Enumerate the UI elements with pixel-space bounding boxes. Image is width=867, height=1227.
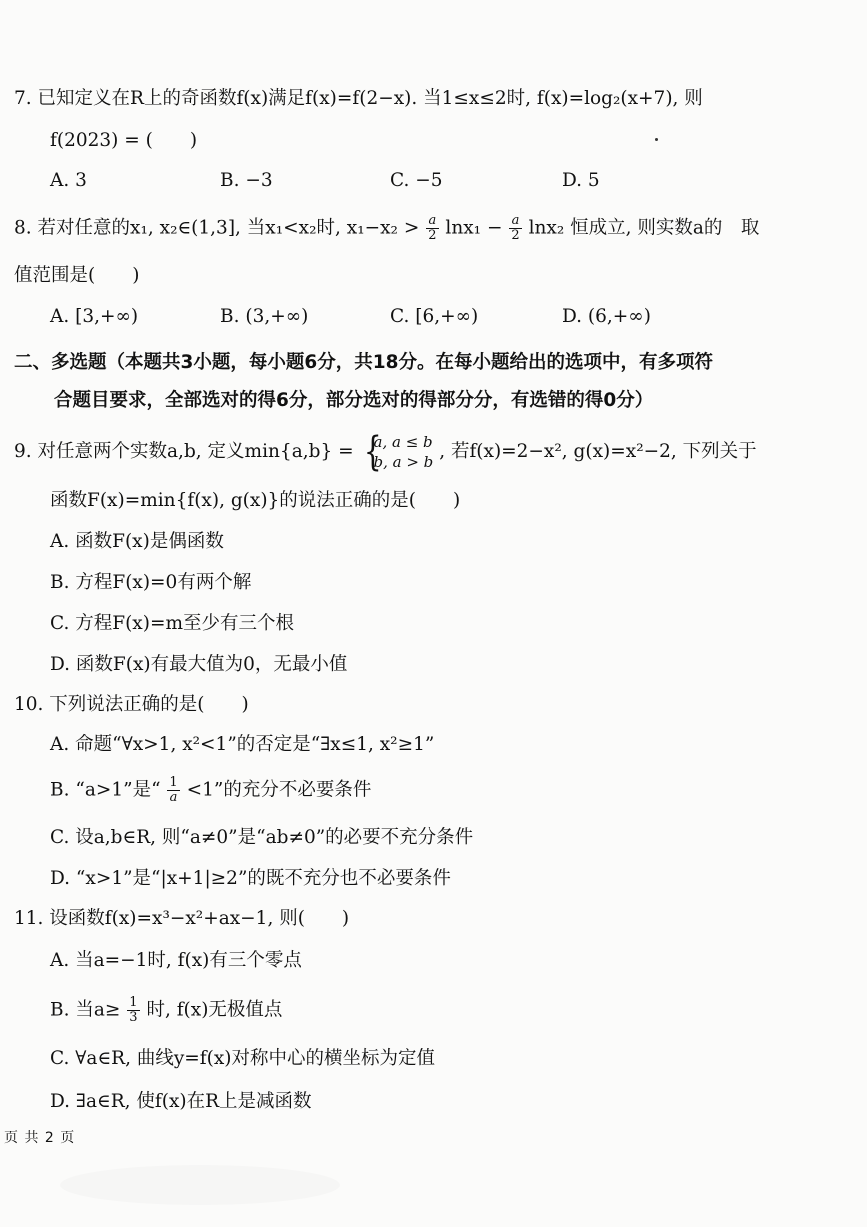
section2-heading-line1: 二、多选题（本题共3小题，每小题6分，共18分。在每小题给出的选项中，有多项符 <box>14 352 713 373</box>
q8-stem-line2: 值范围是( ) <box>14 265 140 286</box>
q10-option-b: B. “a>1”是“ $\frac{1}{a}$ <1”的充分不必要条件 <box>50 775 372 805</box>
q7-option-d: D. 5 <box>562 170 600 191</box>
scan-speck <box>655 138 658 141</box>
q9-piecewise-definition: { a, a ≤ b b, a > b <box>363 429 434 475</box>
q11-option-d: D. ∃a∈R, 使f(x)在R上是减函数 <box>50 1091 312 1112</box>
q9-stem-line2: 函数F(x)=min{f(x), g(x)}的说法正确的是( ) <box>50 490 461 511</box>
q11-option-b: B. 当a≥ $\frac{1}{3}$ 时, f(x)无极值点 <box>50 995 283 1025</box>
q7-option-b: B. −3 <box>220 170 273 191</box>
q8-option-a: A. [3,+∞) <box>50 306 139 327</box>
q10-option-a: A. 命题“∀x>1, x²<1”的否定是“∃x≤1, x²≥1” <box>50 734 435 755</box>
q7-stem-line1: 7. 已知定义在R上的奇函数f(x)满足f(x)=f(2−x). 当1≤x≤2时, f(x)=log₂(x+7), 则 <box>14 88 703 109</box>
q8-fraction-1: $\frac{a}{2}$ <box>428 213 437 243</box>
q11-stem: 11. 设函数f(x)=x³−x²+ax−1, 则( ) <box>14 908 350 929</box>
q8-option-b: B. (3,+∞) <box>220 306 309 327</box>
section2-heading-line2: 合题目要求，全部选对的得6分，部分选对的得部分分，有选错的得0分） <box>54 390 654 411</box>
q7-stem-line2: f(2023) = ( ) <box>50 130 198 151</box>
q8-stem-line1: 8. 若对任意的x₁, x₂∈(1,3], 当x₁<x₂时, x₁−x₂ > $\frac{a}{2}$ lnx₁ − $\frac{a}{2}$ lnx₂ 恒成立, 则实数a的 取 <box>14 213 760 243</box>
q9-option-a: A. 函数F(x)是偶函数 <box>50 531 224 552</box>
scan-smudge <box>60 1165 340 1205</box>
q9-option-d: D. 函数F(x)有最大值为0，无最小值 <box>50 654 348 675</box>
page-footer: 页 共 2 页 <box>4 1130 76 1146</box>
q9-option-c: C. 方程F(x)=m至少有三个根 <box>50 613 295 634</box>
q10-fraction: $\frac{1}{a}$ <box>169 775 178 805</box>
q7-option-a: A. 3 <box>50 170 87 191</box>
q11-option-a: A. 当a=−1时, f(x)有三个零点 <box>50 950 302 971</box>
q9-option-b: B. 方程F(x)=0有两个解 <box>50 572 252 593</box>
q8-option-c: C. [6,+∞) <box>390 306 479 327</box>
q7-option-c: C. −5 <box>390 170 443 191</box>
q9-stem-line1: 9. 对任意两个实数a,b, 定义min{a,b} = { a, a ≤ b b, a > b , 若f(x)=2−x², g(x)=x²−2, 下列关于 <box>14 429 757 475</box>
q8-option-d: D. (6,+∞) <box>562 306 651 327</box>
q10-option-c: C. 设a,b∈R, 则“a≠0”是“ab≠0”的必要不充分条件 <box>50 827 474 848</box>
q11-option-c: C. ∀a∈R, 曲线y=f(x)对称中心的横坐标为定值 <box>50 1048 436 1069</box>
q10-stem: 10. 下列说法正确的是( ) <box>14 694 249 715</box>
q8-fraction-2: $\frac{a}{2}$ <box>511 213 520 243</box>
q10-option-d: D. “x>1”是“|x+1|≥2”的既不充分也不必要条件 <box>50 868 451 889</box>
q11-fraction: $\frac{1}{3}$ <box>129 995 138 1025</box>
